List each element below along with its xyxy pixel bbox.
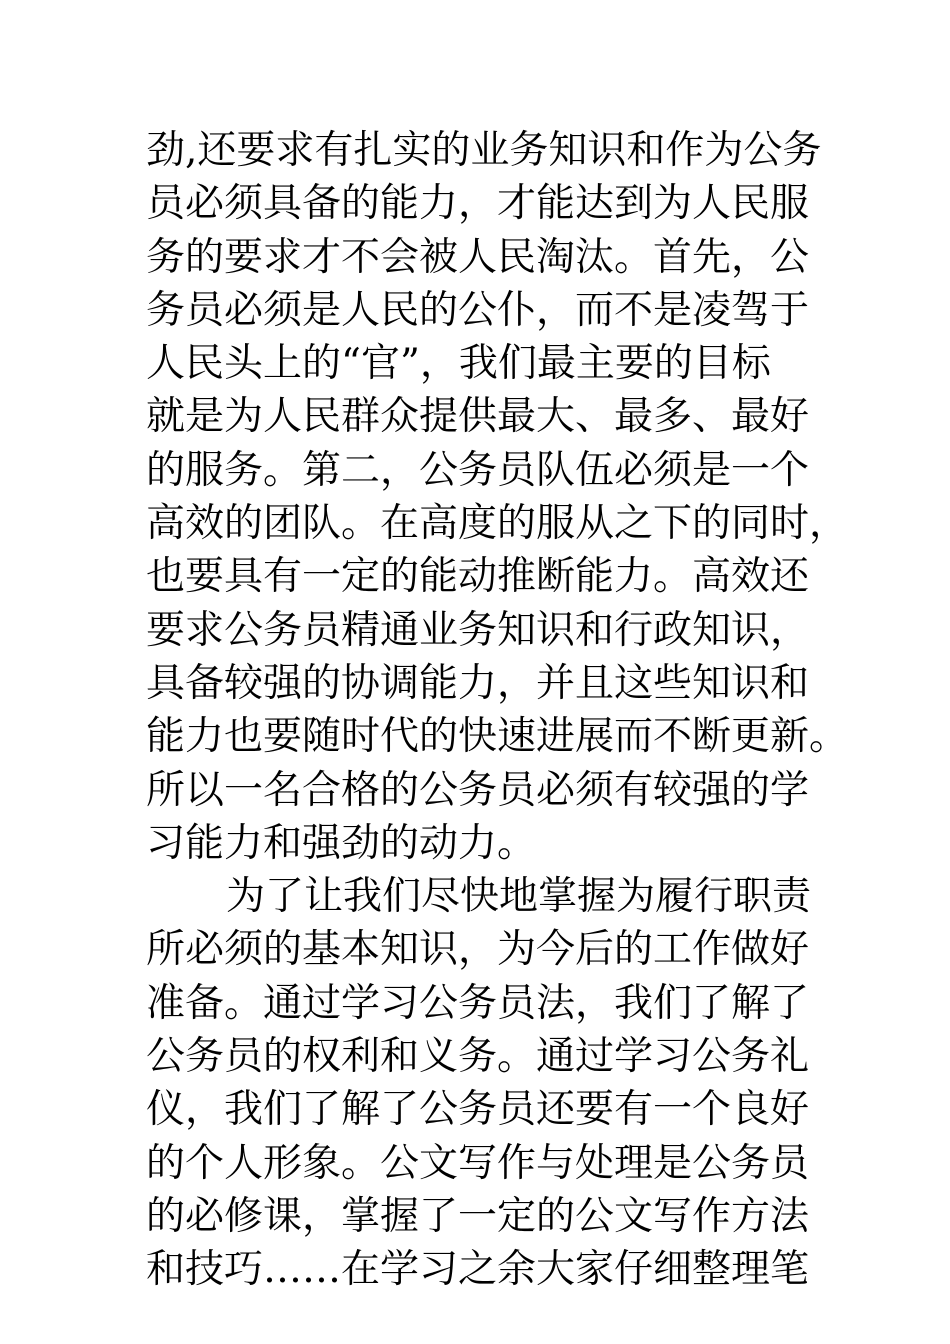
text-line: 务的要求才不会被人民淘汰。首先，公: [146, 234, 810, 280]
text-line: 准备。通过学习公务员法，我们了解了: [146, 980, 810, 1026]
text-line: 就是为人民群众提供最大、最多、最好: [146, 394, 810, 440]
text-line: 要求公务员精通业务知识和行政知识，: [146, 607, 810, 653]
text-line: 所必须的基本知识，为今后的工作做好: [146, 927, 810, 973]
text-line: 公务员的权利和义务。通过学习公务礼: [146, 1034, 810, 1080]
text-line: 的服务。第二，公务员队伍必须是一个: [146, 447, 810, 493]
text-line: 习能力和强劲的动力。: [146, 820, 537, 866]
paragraph-start-line: 为了让我们尽快地掌握为履行职责: [226, 874, 812, 920]
text-line: 的个人形象。公文写作与处理是公务员: [146, 1140, 810, 1186]
text-line: 人民头上的“官”，我们最主要的目标: [146, 341, 771, 387]
text-line: 务员必须是人民的公仆，而不是凌驾于: [146, 287, 810, 333]
text-line: 具备较强的协调能力，并且这些知识和: [146, 660, 810, 706]
text-line: 仪，我们了解了公务员还要有一个良好: [146, 1087, 810, 1133]
text-line: 的必修课，掌握了一定的公文写作方法: [146, 1193, 810, 1239]
text-line: 也要具有一定的能动推断能力。高效还: [146, 554, 810, 600]
text-line: 所以一名合格的公务员必须有较强的学: [146, 767, 810, 813]
body-text: [146, 124, 849, 1297]
text-line: 员必须具备的能力，才能达到为人民服: [146, 181, 810, 227]
text-line: 能力也要随时代的快速进展而不断更新。: [146, 714, 849, 760]
text-line: 劲,还要求有扎实的业务知识和作为公务: [146, 128, 822, 173]
text-line: 和技巧……在学习之余大家仔细整理笔: [146, 1247, 810, 1293]
text-line: 高效的团队。在高度的服从之下的同时，: [146, 501, 849, 547]
